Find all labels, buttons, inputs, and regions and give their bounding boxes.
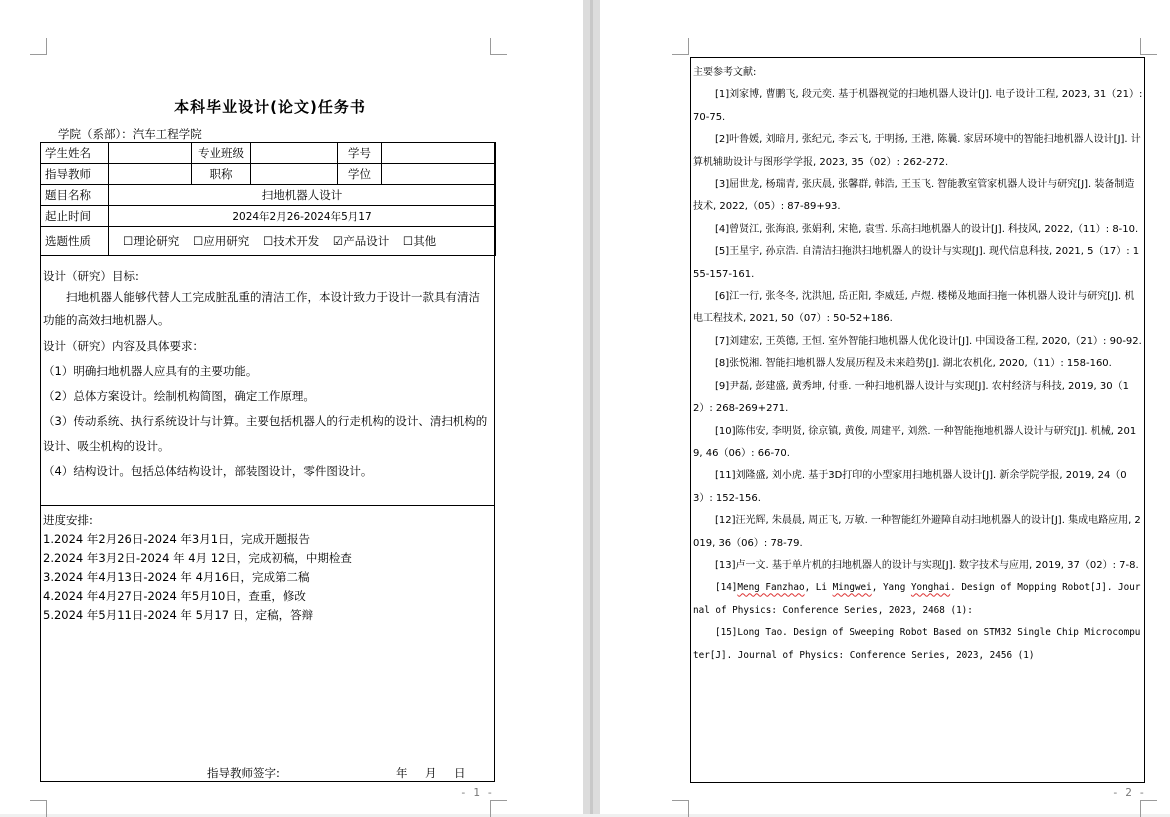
table-row: [41, 164, 496, 185]
reference-item: [9]尹磊, 彭建盛, 黄秀坤, 付垂. 一种扫地机器人设计与实现[J]. 农村经济与科技, 2019, 30（12）: 268-269+271.: [693, 380, 1129, 415]
content-heading: 设计（研究）内容及具体要求：: [43, 339, 204, 353]
schedule-item: 5.2024 年5月11日-2024 年 5月17 日，定稿，答辩: [43, 608, 314, 622]
goal-text-line: 扫地机器人能够代替人工完成脏乱重的清洁工作，本设计致力于设计一款具有清洁: [66, 290, 480, 304]
spellcheck-word: Yonghai: [910, 582, 951, 594]
reference-item: [6]江一行, 张冬冬, 沈洪旭, 岳正阳, 李威廷, 卢煜. 楼梯及地面扫拖一体机器人设计与研究[J]. 机电工程技术, 2021, 50（07）: 50-52+186.: [693, 291, 1135, 325]
option-theory[interactable]: ☐理论研究: [123, 234, 180, 248]
crop-mark: [1140, 38, 1157, 55]
reference-item: [8]张悦湘. 智能扫地机器人发展历程及未来趋势[J]. 湖北农机化, 2020,（11）: 158-160.: [715, 358, 1112, 370]
reference-item: [7]刘建宏, 王英德, 王恒. 室外智能扫地机器人优化设计[J]. 中国设备工程, 2020,（21）: 90-92.: [715, 335, 1142, 347]
nature-options: [109, 227, 496, 256]
reference-item: [15]Long Tao. Design of Sweeping Robot Based on STM32 Single Chip Microcomputer[J]. Journal of Physics: Conference Series, 2023, 2456 (1): [693, 627, 1141, 661]
nature-label: 选题性质: [41, 227, 109, 256]
checkbox-icon: ☐: [402, 234, 414, 248]
crop-mark: [30, 38, 47, 55]
reference-item: [14]Meng Fanzhao, Li Mingwei, Yang Yonghai. Design of Mopping Robot[J]. Journal of Physics: Conference Series, 2023, 2468 (1):: [693, 582, 1141, 616]
references-list: [693, 62, 1143, 667]
class-cell[interactable]: [251, 143, 338, 164]
crop-mark: [1140, 800, 1157, 817]
table-row: [41, 227, 496, 256]
date-day: 日: [454, 766, 466, 780]
references-heading: 主要参考文献:: [693, 67, 757, 78]
reference-item: [5]王星宇, 孙京浩. 自清洁扫拖洪扫地机器人的设计与实现[J]. 现代信息科技, 2021, 5（17）: 155-157-161.: [693, 246, 1140, 280]
date-year: 年: [396, 766, 408, 780]
requirement-item: （3）传动系统、执行系统设计与计算。主要包括机器人的行走机构的设计、清扫机构的: [43, 414, 488, 428]
option-other[interactable]: ☐其他: [402, 234, 437, 248]
job-title-label: 职称: [192, 164, 251, 185]
reference-item: [1]刘家博, 曹鹏飞, 段元奕. 基于机器视觉的扫地机器人设计[J]. 电子设计工程, 2023, 31（21）: 70-75.: [693, 89, 1143, 123]
page-separator: [590, 0, 593, 814]
period-label: 起止时间: [41, 206, 109, 227]
crop-mark: [672, 800, 689, 817]
table-row: [41, 143, 496, 164]
crop-mark: [672, 38, 689, 55]
crop-mark: [490, 800, 507, 817]
advisor-label: 指导教师: [41, 164, 109, 185]
task-info-table: [40, 142, 496, 256]
reference-item: [4]曾贤江, 张海浪, 张娟利, 宋艳, 袁雪. 乐高扫地机器人的设计[J]. 科技风, 2022,（11）: 8-10.: [715, 223, 1139, 235]
reference-item: [13]卢一文. 基于单片机的扫地机器人的设计与实现[J]. 数字技术与应用, 2019, 37（02）: 7-8.: [715, 559, 1139, 571]
crop-mark: [490, 38, 507, 55]
student-name-label: 学生姓名: [41, 143, 109, 164]
college-label: 学院（系部）：: [58, 127, 133, 141]
page-number: - 1 -: [460, 786, 494, 799]
degree-label: 学位: [338, 164, 382, 185]
topic-label: 题目名称: [41, 185, 109, 206]
schedule-item: 1.2024 年2月26日-2024 年3月1日，完成开题报告: [43, 532, 311, 546]
goal-heading: 设计（研究）目标:: [43, 269, 139, 283]
option-product-design[interactable]: ☑产品设计: [332, 234, 390, 248]
schedule-heading: 进度安排:: [43, 513, 93, 527]
section-divider: [40, 505, 495, 506]
student-no-cell[interactable]: [382, 143, 496, 164]
spellcheck-word: Meng Fanzhao: [737, 582, 805, 594]
document-title: 本科毕业设计(论文)任务书: [174, 98, 366, 116]
period-value[interactable]: 2024年2月26-2024年5月17: [109, 206, 496, 227]
reference-item: [10]陈伟安, 李明贤, 徐京镇, 黄俊, 周建平, 刘然. 一种智能拖地机器人设计与研究[J]. 机械, 2019, 46（06）: 66-70.: [693, 425, 1137, 459]
crop-mark: [30, 800, 47, 817]
schedule-item: 4.2024 年4月27日-2024 年5月10日，查重，修改: [43, 589, 306, 603]
college-value: 汽车工程学院: [132, 127, 202, 141]
checkbox-checked-icon: ☑: [332, 234, 344, 248]
reference-item: [3]屈世龙, 杨瑞青, 张庆晨, 张馨群, 韩浩, 王玉飞. 智能教室管家机器人设计与研究[J]. 装备制造技术, 2022,（05）: 87-89+93.: [693, 179, 1135, 213]
reference-item: [12]汪光辉, 朱晨晨, 周正飞, 万敏. 一种智能红外避障自动扫地机器人的设计[J]. 集成电路应用, 2019, 36（06）: 78-79.: [693, 515, 1141, 549]
table-row: [41, 206, 496, 227]
checkbox-icon: ☐: [192, 234, 204, 248]
requirement-item: （4）结构设计。包括总体结构设计，部装图设计，零件图设计。: [43, 464, 373, 478]
requirement-item: （1）明确扫地机器人应具有的主要功能。: [43, 364, 258, 378]
date-month: 月: [425, 766, 437, 780]
schedule-item: 2.2024 年3月2日-2024 年 4月 12日，完成初稿，中期检查: [43, 551, 352, 565]
table-row: [41, 185, 496, 206]
topic-value[interactable]: 扫地机器人设计: [109, 185, 496, 206]
requirement-item: 设计、吸尘机构的设计。: [43, 439, 170, 453]
spellcheck-word: Mingwei: [832, 582, 872, 594]
degree-cell[interactable]: [382, 164, 496, 185]
goal-text-line: 功能的高效扫地机器人。: [43, 313, 170, 327]
student-no-label: 学号: [338, 143, 382, 164]
student-name-cell[interactable]: [109, 143, 192, 164]
signature-label: 指导教师签字:: [207, 766, 280, 780]
reference-item: [11]刘隆盛, 刘小虎. 基于3D打印的小型家用扫地机器人设计[J]. 新余学院学报, 2019, 24（03）: 152-156.: [693, 470, 1127, 504]
checkbox-icon: ☐: [123, 234, 134, 248]
college-line: [58, 126, 202, 142]
job-title-cell[interactable]: [251, 164, 338, 185]
reference-item: [2]叶鲁媛, 刘暗月, 张纪元, 李云飞, 于明扬, 王港, 陈曩. 家居环境中的智能扫地机器人设计[J]. 计算机辅助设计与图形学学报, 2023, 35（02）: 262-272.: [693, 134, 1141, 168]
schedule-item: 3.2024 年4月13日-2024 年 4月16日，完成第二稿: [43, 570, 310, 584]
checkbox-icon: ☐: [262, 234, 274, 248]
page-number: - 2 -: [1112, 786, 1146, 799]
advisor-cell[interactable]: [109, 164, 192, 185]
option-tech-dev[interactable]: ☐技术开发: [262, 234, 320, 248]
option-application[interactable]: ☐应用研究: [192, 234, 250, 248]
class-label: 专业班级: [192, 143, 251, 164]
requirement-item: （2）总体方案设计。绘制机构简图，确定工作原理。: [43, 389, 315, 403]
